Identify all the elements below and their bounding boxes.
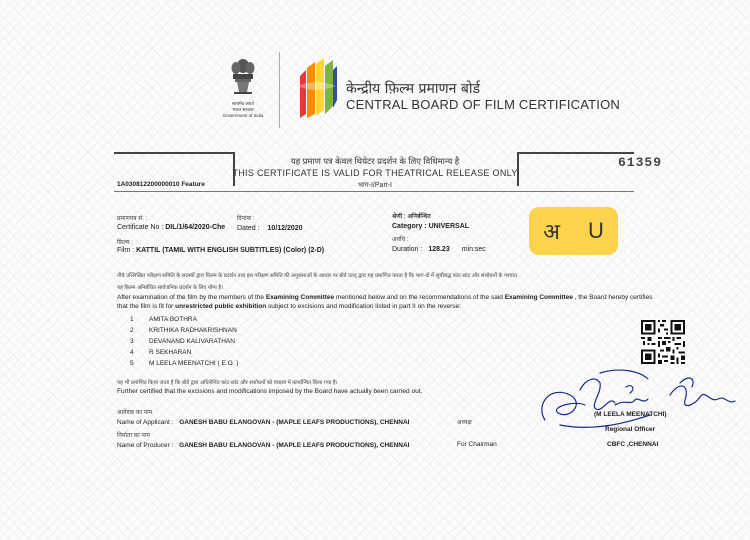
chairman-hindi: अध्यक्ष: [457, 420, 472, 426]
cert-no-label: Certificate No :: [117, 224, 164, 231]
committee-name: KRITHIKA RADHAKRISHNAN: [149, 327, 237, 334]
feature-id: 1A030812200000010 Feature: [117, 181, 205, 188]
committee-name: R SEKHARAN: [149, 349, 192, 356]
applicant-hindi: आवेदक का नाम: [117, 410, 153, 416]
board-name-english: CENTRAL BOARD OF FILM CERTIFICATION: [346, 97, 621, 112]
for-chairman: For Chairman: [457, 441, 497, 448]
rating-badge: [529, 207, 618, 255]
category-hindi: श्रेणी : अनिर्बन्धित: [392, 214, 431, 220]
certificate-serial-number: 61359: [618, 155, 663, 170]
excision-text-hindi: यह भी प्रमाणित किया जाता है कि बोर्ड द्वारा अधिरोपित कांट-छांट और संशोधनों को वास्तव में कार्यान्वित किया गया है।: [117, 380, 338, 386]
header-divider: [279, 52, 280, 128]
cert-text-part4: that the film is fit for: [117, 302, 176, 310]
cert-text-part3: , the Board hereby certifies: [572, 294, 653, 301]
duration-hindi: अवधि :: [392, 237, 409, 243]
cert-no-row: [117, 224, 225, 231]
board-name-hindi: केन्द्रीय फ़िल्म प्रमाणन बोर्ड: [346, 81, 480, 97]
category-label: Category :: [392, 223, 427, 230]
applicant-row: [117, 419, 409, 426]
cert-text-part1: After examination of the film by the members of the: [117, 294, 266, 301]
producer-row: [117, 442, 409, 449]
cert-text-bold3: unrestricted public exhibition: [175, 302, 267, 310]
committee-name: M LEELA MEENATCHI ( E.O. ): [149, 360, 239, 367]
committee-member: [130, 360, 238, 367]
category-value: UNIVERSAL: [428, 223, 470, 230]
category-row: [392, 223, 469, 230]
producer-value: GANESH BABU ELANGOVAN - (MAPLE LEAFS PRODUCTIONS), CHENNAI: [179, 442, 410, 449]
film-row: [117, 247, 324, 254]
emblem-hindi-label: भारत सरकार: [232, 107, 254, 112]
committee-member: [130, 349, 191, 356]
committee-member: [130, 327, 237, 334]
film-value: KATTIL (TAMIL WITH ENGLISH SUBTITLES) (Color) (2-D): [136, 247, 325, 254]
committee-member: [130, 316, 197, 323]
validity-rule-bottom: [114, 191, 634, 192]
emblem-motto: सत्यमेव जयते: [232, 101, 254, 106]
emblem-english-label: Government of India: [222, 113, 264, 118]
officer-office: CBFC ,CHENNAI: [607, 441, 659, 448]
date-value: 10/12/2020: [267, 225, 303, 232]
date-label: Dated :: [237, 225, 260, 232]
certification-text-english: [117, 294, 737, 311]
cbfc-logo-icon: [296, 56, 338, 124]
duration-row: [392, 246, 486, 253]
committee-member: [130, 338, 235, 345]
validity-rule-top: [114, 152, 234, 154]
government-emblem: [220, 56, 266, 119]
certification-text-hindi-2: यह फ़िल्म अनिर्बंधित सार्वजनिक प्रदर्शन के लिए योग्य है।: [117, 285, 224, 291]
ashoka-emblem-icon: [228, 56, 258, 96]
part-label: भाग-I/Part-I: [357, 182, 392, 189]
validity-note-hindi: यह प्रमाण पत्र केवल थियेटर प्रदर्शन के लिए विधिमान्य है: [290, 156, 460, 166]
date-hindi: दिनांक :: [237, 216, 255, 222]
rating-english: U: [588, 218, 604, 243]
excision-text-english: Further certified that the excisions and modifications imposed by the Board have actually been carried out.: [117, 388, 423, 395]
producer-hindi: निर्माता का नाम: [117, 433, 150, 439]
cert-no-value: DIL/1/64/2020-Che: [165, 224, 226, 231]
film-hindi: फ़िल्म :: [117, 240, 133, 246]
certification-text-hindi: नीचे उल्लिखित परीक्षण समिति के सदस्यों द्वारा फ़िल्म के प्रदर्शन तथा इस परीक्षण समिति की अनुशंसाओं के आधार पर बोर्ड एतद् द्वारा यह प्रमाणित करता है कि भाग-दो में सूचीबद्ध कांट-छांट और संशोधनों के पश्चात: [117, 273, 518, 279]
cert-text-part2: mentioned below and on the recommendations of the said: [334, 294, 505, 301]
committee-number: 4: [130, 349, 134, 356]
committee-name: AMITA BOTHRA: [149, 316, 197, 323]
officer-name: (M LEELA MEENATCHI): [594, 411, 667, 418]
cert-text-bold1: Examining Committee: [265, 294, 335, 301]
validity-note-english: THIS CERTIFICATE IS VALID FOR THEATRICAL RELEASE ONLY: [232, 168, 518, 178]
film-label: Film :: [117, 247, 135, 254]
duration-unit: min:sec: [461, 246, 486, 253]
applicant-value: GANESH BABU ELANGOVAN - (MAPLE LEAFS PRODUCTIONS), CHENNAI: [179, 419, 410, 426]
committee-name: DEVANAND KALIVARATHAN: [149, 338, 235, 345]
cert-text-part5: subject to excisions and modification listed in part II on the reverse:: [266, 302, 461, 310]
cert-no-hindi: प्रमाणपत्र सं. :: [117, 216, 148, 222]
cert-text-bold2: Examining Committee: [504, 294, 573, 301]
committee-number: 2: [130, 327, 134, 334]
duration-label: Duration :: [392, 246, 423, 253]
qr-code-icon: [641, 320, 685, 364]
rating-hindi: अ: [543, 219, 560, 244]
applicant-label: Name of Applicant :: [117, 419, 174, 426]
date-row: [237, 225, 303, 232]
committee-number: 3: [130, 338, 134, 345]
officer-title: Regional Officer: [605, 426, 656, 433]
duration-value: 128.23: [428, 246, 450, 253]
committee-number: 1: [130, 316, 134, 323]
validity-rule-top-right: [517, 152, 634, 154]
producer-label: Name of Producer :: [117, 442, 174, 449]
committee-number: 5: [130, 360, 134, 367]
